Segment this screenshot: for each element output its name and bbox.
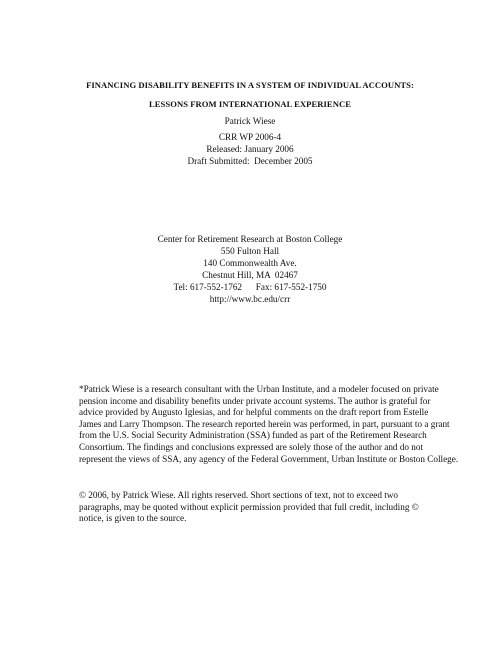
address-line: 550 Fulton Hall xyxy=(220,246,280,256)
release-date: Released: January 2006 xyxy=(206,144,294,154)
copyright-line: notice, is given to the source. xyxy=(79,513,187,524)
author-name: Patrick Wiese xyxy=(224,116,276,126)
website-url[interactable]: http://www.bc.edu/crr xyxy=(209,294,291,304)
address-line: Chestnut Hill, MA 02467 xyxy=(202,270,298,280)
address-line: Center for Retirement Research at Boston College xyxy=(157,234,343,244)
report-meta xyxy=(0,131,500,167)
contact-phone-fax: Tel: 617-552-1762 Fax: 617-552-1750 xyxy=(173,282,327,292)
paper-title-line-2: LESSONS FROM INTERNATIONAL EXPERIENCE xyxy=(148,99,351,109)
report-number: CRR WP 2006-4 xyxy=(218,132,282,142)
address-line: 140 Commonwealth Ave. xyxy=(203,258,297,268)
copyright-line: paragraphs, may be quoted without explicit permission provided that full credit, including © xyxy=(79,501,419,512)
footnote-line: *Patrick Wiese is a research consultant with the Urban Institute, and a modeler focused on private xyxy=(79,384,439,394)
paper-title-line-1: FINANCING DISABILITY BENEFITS IN A SYSTEM OF INDIVIDUAL ACCOUNTS: xyxy=(86,80,414,90)
footnote-line: Consortium. The findings and conclusions expressed are solely those of the author and do not xyxy=(79,441,424,452)
footnote-line: represent the views of SSA, any agency of the Federal Government, Urban Institute or Boston College. xyxy=(79,453,459,464)
copyright-notice xyxy=(79,490,479,525)
institution-address xyxy=(0,233,500,305)
footnote-line: pension income and disability benefits under private account systems. The author is grateful for xyxy=(79,395,431,406)
title-block xyxy=(0,79,500,127)
author-footnote xyxy=(79,384,479,465)
copyright-line: © 2006, by Patrick Wiese. All rights reserved. Short sections of text, not to exceed two xyxy=(79,490,399,500)
footnote-line: James and Larry Thompson. The research reported herein was performed, in part, pursuant to a grant xyxy=(79,418,450,429)
footnote-line: advice provided by Augusto Iglesias, and for helpful comments on the draft report from Estelle xyxy=(79,407,429,418)
footnote-line: from the U.S. Social Security Administration (SSA) funded as part of the Retirement Research xyxy=(79,430,427,441)
draft-submitted-date: Draft Submitted: December 2005 xyxy=(187,156,313,166)
